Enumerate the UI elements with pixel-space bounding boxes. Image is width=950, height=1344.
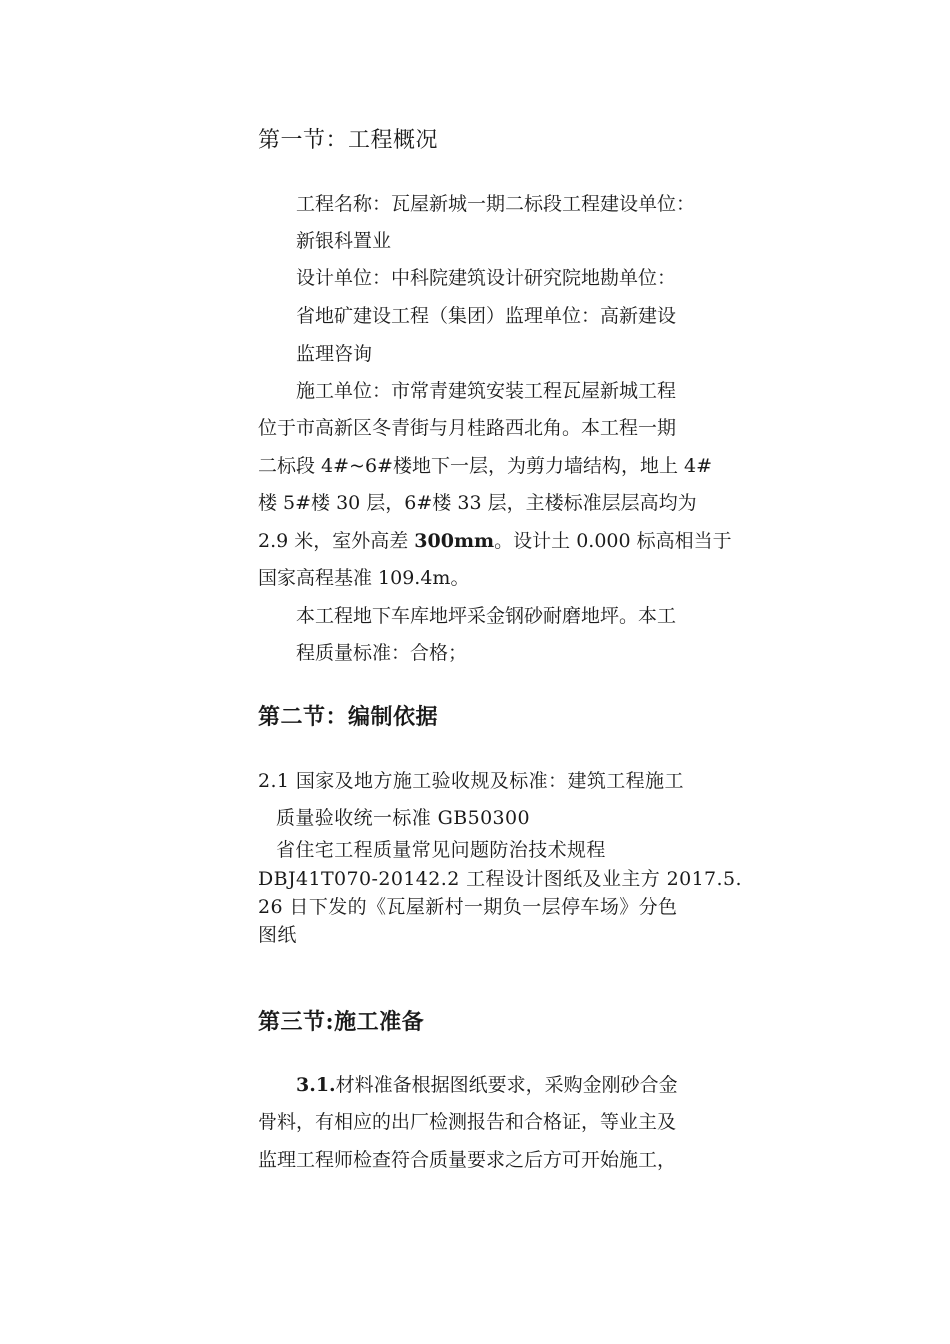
paragraph-line: DBJ41T070-20142.2 工程设计图纸及业主方 2017.5. [258,868,742,890]
paragraph-line: 图纸 [258,924,297,946]
paragraph-line: 省住宅工程质量常见问题防治技术规程 [276,839,606,861]
text-segment: 2.9 米，室外高差 [258,530,415,552]
paragraph-line: 工程名称：瓦屋新城一期二标段工程建设单位： [296,193,696,215]
section-heading-preparation: 第三节:施工准备 [258,1009,425,1035]
paragraph-line: 骨料，有相应的出厂检测报告和合格证，等业主及 [258,1111,677,1133]
bold-value: 300mm [414,530,495,552]
paragraph-line: 新银科置业 [296,230,392,252]
paragraph-line: 省地矿建设工程（集团）监理单位：高新建设 [296,305,677,327]
section-heading-overview: 第一节：工程概况 [258,128,439,153]
paragraph-line: 施工单位：市常青建筑安装工程瓦屋新城工程 [296,380,677,402]
paragraph-line: 质量验收统一标准 GB50300 [276,807,531,829]
paragraph-line: 二标段 4#~6#楼地下一层，为剪力墙结构，地上 4# [258,455,713,477]
clause-number: 3.1. [296,1074,336,1096]
paragraph-line [296,1073,678,1097]
paragraph-line: 本工程地下车库地坪采金钢砂耐磨地坪。本工 [296,605,677,627]
section-heading-basis: 第二节：编制依据 [258,704,439,730]
paragraph-line: 监理咨询 [296,343,373,365]
paragraph-line [258,529,732,553]
paragraph-line: 国家高程基准 109.4m。 [258,567,470,589]
paragraph-line: 26 日下发的《瓦屋新村一期负一层停车场》分色 [258,896,678,918]
paragraph-line: 设计单位：中科院建筑设计研究院地勘单位： [296,267,677,289]
paragraph-line: 楼 5#楼 30 层，6#楼 33 层，主楼标准层层高均为 [258,492,697,514]
paragraph-line: 位于市高新区冬青街与月桂路西北角。本工程一期 [258,417,677,439]
paragraph-line: 2.1 国家及地方施工验收规及标准：建筑工程施工 [258,770,684,792]
paragraph-line: 程质量标准：合格； [296,642,468,664]
text-segment: 材料准备根据图纸要求，采购金刚砂合金 [335,1074,678,1096]
text-segment: 。设计土 0.000 标高相当于 [494,530,732,552]
paragraph-line: 监理工程师检查符合质量要求之后方可开始施工， [258,1149,677,1171]
